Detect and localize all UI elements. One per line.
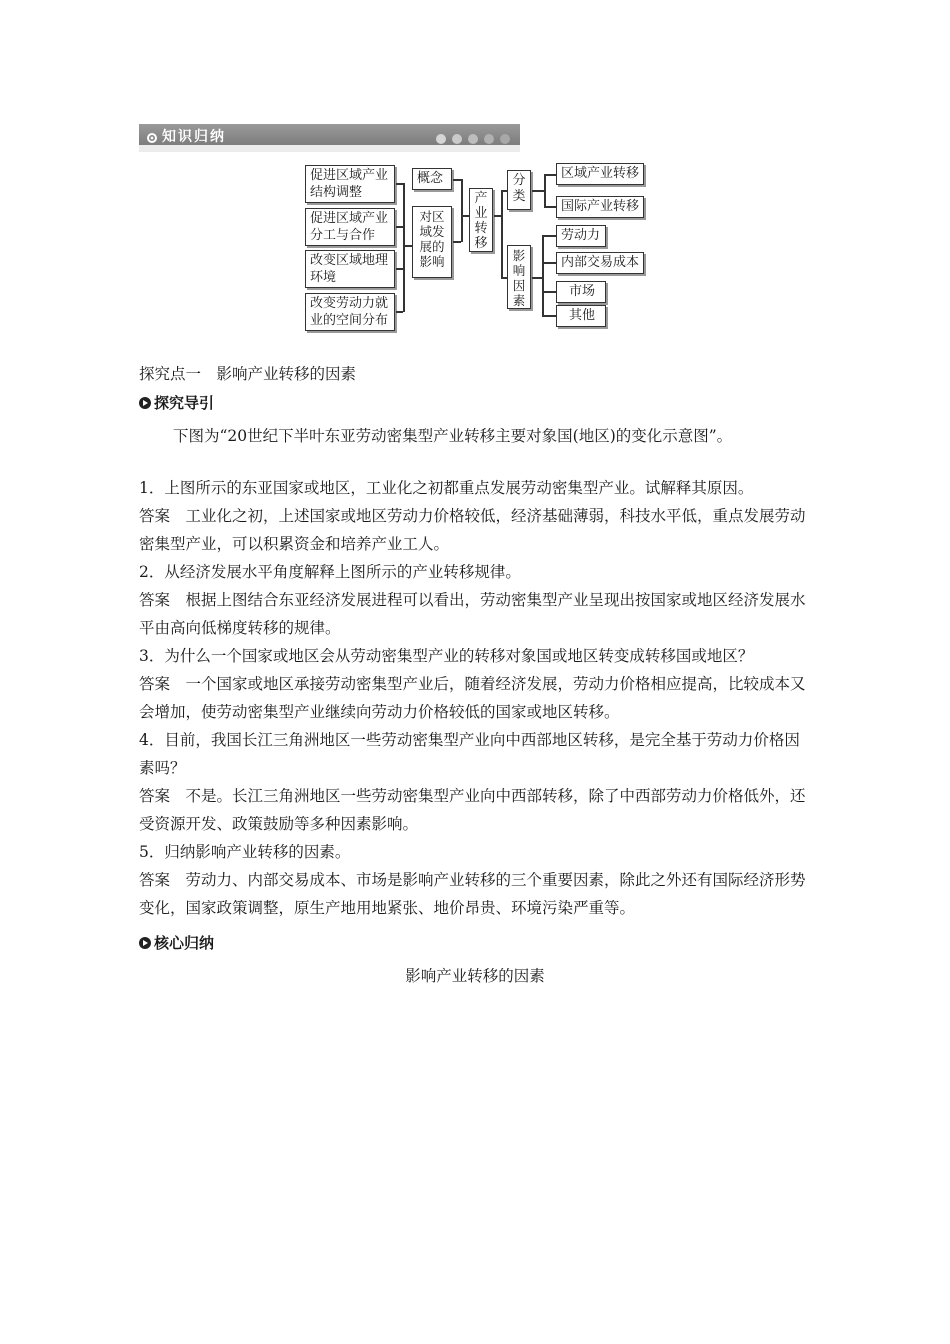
- question: 2．从经济发展水平角度解释上图所示的产业转移规律。: [139, 563, 521, 581]
- question: 1．上图所示的东亚国家或地区，工业化之初都重点发展劳动密集型产业。试解释其原因。: [139, 479, 754, 497]
- banner-title: 知识归纳: [147, 126, 226, 146]
- section-title: 探究点一 影响产业转移的因素: [139, 365, 357, 383]
- diagram-left-item: 促进区域产业结构调整: [305, 165, 395, 203]
- section-banner: [139, 124, 520, 145]
- diagram-factor-item: 其他: [556, 305, 606, 327]
- intro-text: 下图为“20世纪下半叶东亚劳动密集型产业转移主要对象国(地区)的变化示意图”。: [173, 427, 733, 445]
- diagram-classify: 分类: [507, 170, 531, 210]
- answer: 答案 根据上图结合东亚经济发展进程可以看出，劳动密集型产业呈现出按国家或地区经济发展水平由高向低梯度转移的规律。: [139, 591, 806, 637]
- diagram-factors: 影响因素: [507, 245, 531, 309]
- diagram-left-item: 改变区域地理环境: [305, 250, 395, 288]
- core-title: 影响产业转移的因素: [405, 967, 545, 985]
- question: 4．目前，我国长江三角洲地区一些劳动密集型产业向中西部地区转移，是完全基于劳动力价格因素吗？: [139, 731, 800, 777]
- diagram-impact: 对区域发展的影响: [412, 206, 452, 278]
- question: 5．归纳影响产业转移的因素。: [139, 843, 351, 861]
- play-icon: [139, 937, 151, 949]
- diagram-left-item: 促进区域产业分工与合作: [305, 208, 395, 246]
- question: 3．为什么一个国家或地区会从劳动密集型产业的转移对象国或地区转变成转移国或地区？: [139, 647, 754, 665]
- diagram-factor-item: 市场: [556, 281, 606, 303]
- answer: 答案 一个国家或地区承接劳动密集型产业后，随着经济发展，劳动力价格相应提高，比较成本又会增加，使劳动密集型产业继续向劳动力价格较低的国家或地区转移。: [139, 675, 806, 721]
- diagram-factor-item: 劳动力: [556, 225, 606, 247]
- target-icon: [147, 133, 157, 143]
- diagram-factor-item: 内部交易成本: [556, 252, 644, 274]
- answer: 答案 工业化之初，上述国家或地区劳动力价格较低，经济基础薄弱，科技水平低，重点发展劳动密集型产业，可以积累资金和培养产业工人。: [139, 507, 806, 553]
- diagram-classify-item: 区域产业转移: [556, 163, 644, 185]
- play-icon: [139, 397, 151, 409]
- diagram-concept: 概念: [412, 168, 452, 190]
- answer: 答案 劳动力、内部交易成本、市场是影响产业转移的三个重要因素，除此之外还有国际经济形势变化，国家政策调整，原生产地用地紧张、地价昂贵、环境污染严重等。: [139, 871, 806, 917]
- diagram-center: 产业转移: [469, 188, 493, 252]
- answer: 答案 不是。长江三角洲地区一些劳动密集型产业向中西部转移，除了中西部劳动力价格低外，还受资源开发、政策鼓励等多种因素影响。: [139, 787, 806, 833]
- core-heading: 核心归纳: [139, 932, 214, 953]
- qa-block: [139, 474, 811, 922]
- diagram-left-item: 改变劳动力就业的空间分布: [305, 293, 395, 331]
- diagram-classify-item: 国际产业转移: [556, 196, 644, 218]
- guide-heading: 探究导引: [139, 392, 214, 413]
- banner-shadow-band: [139, 145, 520, 152]
